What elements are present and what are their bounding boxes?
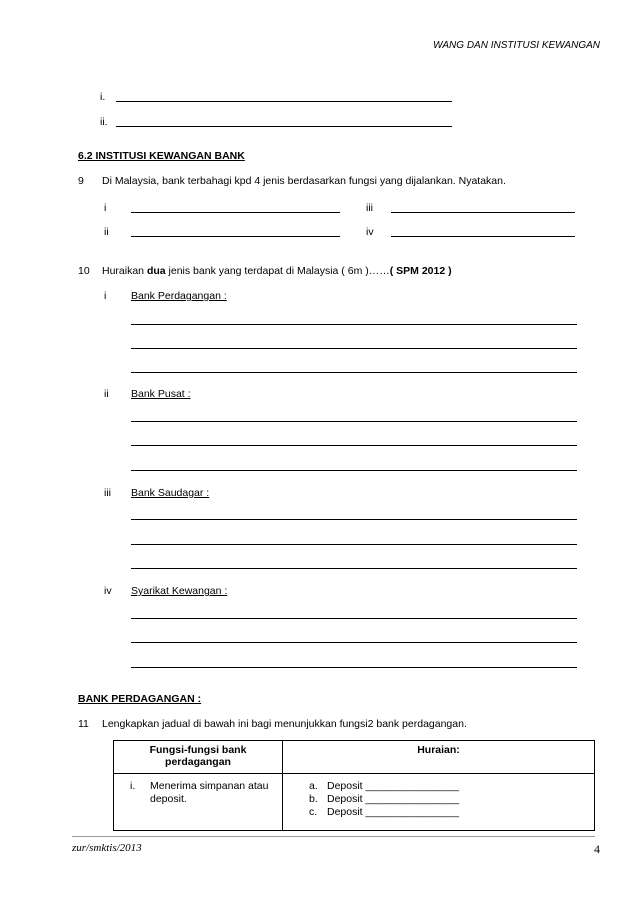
function-cell <box>114 774 283 831</box>
q9-label-ii: ii <box>104 226 109 238</box>
footer-divider <box>72 836 595 837</box>
q9-number: 9 <box>78 175 84 187</box>
function-text-line2: deposit. <box>150 793 187 805</box>
answer-line[interactable] <box>131 236 340 237</box>
q9-label-i: i <box>104 202 107 214</box>
q10-part-ii-num: ii <box>104 388 109 400</box>
answer-line[interactable] <box>131 642 577 643</box>
bank-perdagangan-heading: BANK PERDAGANGAN : <box>78 693 202 705</box>
table-row <box>114 774 595 831</box>
answer-line[interactable] <box>131 618 577 619</box>
table-header-row <box>114 741 595 774</box>
answer-line[interactable] <box>131 445 577 446</box>
answer-line[interactable] <box>391 236 575 237</box>
q9-label-iv: iv <box>366 226 374 238</box>
function-num: i. <box>130 780 136 792</box>
table-header-functions: Fungsi-fungsi bank perdagangan <box>114 741 283 774</box>
answer-line[interactable] <box>131 568 577 569</box>
list-item: a. Deposit ________________ <box>309 780 459 792</box>
page-number: 4 <box>594 842 600 856</box>
answer-line[interactable] <box>131 421 577 422</box>
top-item-1-num: i. <box>100 91 106 103</box>
footer-source: zur/smktis/2013 <box>72 842 142 854</box>
answer-line[interactable] <box>131 212 340 213</box>
answer-line[interactable] <box>131 372 577 373</box>
list-item: c. Deposit ________________ <box>309 806 459 818</box>
function-text-line1: Menerima simpanan atau <box>150 780 269 792</box>
q11-number: 11 <box>78 718 89 730</box>
q10-part-iii-num: iii <box>104 487 111 499</box>
q10-part-ii-label: Bank Pusat : <box>131 388 191 400</box>
answer-line[interactable] <box>131 324 577 325</box>
running-header: WANG DAN INSTITUSI KEWANGAN <box>433 40 600 51</box>
answer-line[interactable] <box>131 519 577 520</box>
answer-line[interactable] <box>131 348 577 349</box>
q10-part-iii-label: Bank Saudagar : <box>131 487 210 499</box>
q11-text: Lengkapkan jadual di bawah ini bagi menunjukkan fungsi2 bank perdagangan. <box>102 718 467 730</box>
q9-text: Di Malaysia, bank terbahagi kpd 4 jenis berdasarkan fungsi yang dijalankan. Nyatakan. <box>102 175 506 187</box>
q10-part-iv-label: Syarikat Kewangan : <box>131 585 228 597</box>
q10-part-iv-num: iv <box>104 585 112 597</box>
q9-label-iii: iii <box>366 202 373 214</box>
answer-line[interactable] <box>131 470 577 471</box>
q10-part-i-label: Bank Perdagangan : <box>131 290 227 302</box>
q10-text: Huraikan dua jenis bank yang terdapat di Malaysia ( 6m )……( SPM 2012 ) <box>102 265 452 277</box>
answer-line[interactable] <box>131 667 577 668</box>
answer-line[interactable] <box>116 126 452 127</box>
section-heading: 6.2 INSTITUSI KEWANGAN BANK <box>78 150 245 162</box>
list-item: b. Deposit ________________ <box>309 793 459 805</box>
top-item-2-num: ii. <box>100 116 108 128</box>
answer-line[interactable] <box>116 101 452 102</box>
answer-line[interactable] <box>131 544 577 545</box>
q10-part-i-num: i <box>104 290 107 302</box>
q10-number: 10 <box>78 265 90 277</box>
answer-line[interactable] <box>391 212 575 213</box>
functions-table <box>113 740 595 831</box>
table-header-description: Huraian: <box>283 741 595 774</box>
description-cell[interactable] <box>283 774 595 831</box>
